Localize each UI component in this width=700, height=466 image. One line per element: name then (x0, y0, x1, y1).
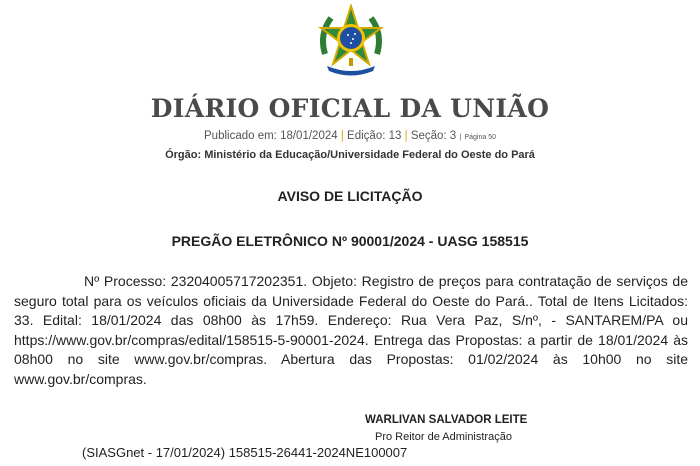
notice-heading: AVISO DE LICITAÇÃO (277, 188, 423, 204)
section: Seção: 3 (410, 130, 457, 142)
edition: Edição: 13 (347, 130, 402, 142)
published-date: Publicado em: 18/01/2024 (204, 130, 338, 142)
signer-role: Pro Reitor de Administração (375, 431, 512, 443)
organ-line (0, 149, 700, 161)
brazil-coat-of-arms-icon (315, 4, 387, 80)
notice-body: Nº Processo: 23204005717202351. Objeto: Registro de preços para contratação de serviços de seguro total para os veículos oficiais da Universidade Federal do Oeste do Pará.. Total de Itens Licitados: 33. Edital: 18/01/2024 das 08h00 às 17h59. Endereço: Rua Vera Paz, S/nº, - SANTAREM/PA ou https://www.gov.br/compras/edital/158515-5-90001-2024. Entrega das Propostas: a partir de 18/01/2024 às 08h00 no site www.gov.br/compras. Abertura das Propostas: 01/02/2024 às 10h00 no site www.gov.br/compras. (14, 273, 688, 387)
page-number: Página 50 (464, 134, 496, 141)
organ-name: Ministério da Educação/Universidade Federal do Oeste do Pará (204, 149, 535, 161)
publication-info: Publicado em: 18/01/2024 | Edição: 13 | Seção: 3 | Página 50 (204, 130, 496, 142)
notice-subheading: PREGÃO ELETRÔNICO Nº 90001/2024 - UASG 158515 (171, 233, 529, 249)
gazette-title: DIÁRIO OFICIAL DA UNIÃO (150, 94, 550, 123)
organ-label: Órgão: (165, 149, 202, 161)
siasg-reference: (SIASGnet - 17/01/2024) 158515-26441-2024NE100007 (82, 445, 408, 460)
signer-name: WARLIVAN SALVADOR LEITE (365, 414, 528, 426)
